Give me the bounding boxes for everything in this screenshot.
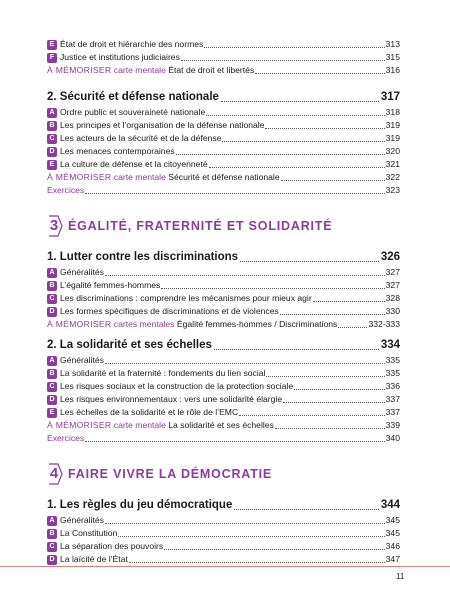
toc-entry[interactable] (47, 406, 400, 419)
toc-entry-title: Ordre public et souveraineté nationale (60, 107, 206, 117)
toc-entry-title: Justice et institutions judiciaires (60, 52, 180, 62)
dotted-leader (265, 128, 384, 129)
toc-entry-title (47, 318, 337, 331)
dotted-leader (234, 509, 378, 510)
toc-entry-title: Les risques environnementaux : vers une solidarité élargie (60, 394, 283, 404)
toc-entry[interactable] (47, 514, 400, 527)
toc-entry-title (47, 171, 280, 184)
dotted-leader (255, 73, 384, 74)
toc-entry-page: 328 (385, 293, 400, 303)
dotted-leader (105, 275, 385, 276)
toc-entry-title: La laïcité de l’État (60, 554, 128, 564)
memo-label: À MÉMORISER (47, 65, 112, 75)
dotted-leader (105, 363, 385, 364)
toc-entry[interactable] (47, 38, 400, 51)
toc-entry-title: Les discriminations : comprendre les mécanismes pour mieux agir (60, 293, 312, 303)
toc-entry-title: Les échelles de la solidarité et le rôle de l’EMC (60, 407, 239, 417)
item-letter-badge: F (47, 53, 57, 63)
toc-entry[interactable] (47, 380, 400, 393)
toc-entry-page: 335 (385, 368, 400, 378)
section-page: 334 (380, 339, 400, 351)
section-heading[interactable] (47, 497, 400, 514)
chapter-heading[interactable] (47, 215, 400, 237)
dotted-leader (280, 314, 385, 315)
item-letter-badge: B (47, 369, 57, 379)
toc-entry-title: État de droit et hiérarchie des normes (60, 39, 204, 49)
item-letter-badge: E (47, 160, 57, 170)
item-letter-badge: D (47, 555, 57, 565)
toc-entry-title (47, 419, 274, 432)
dotted-leader (266, 376, 384, 377)
item-letter-badge: A (47, 268, 57, 278)
toc-entry-page: 337 (385, 407, 400, 417)
memo-label: À MÉMORISER (47, 319, 112, 329)
toc-entry-title: Exercices (47, 185, 85, 195)
item-letter-badge: B (47, 281, 57, 291)
item-letter-badge: E (47, 40, 57, 50)
toc-entry-title: La solidarité et la fraternité : fondements du lien social (60, 368, 266, 378)
section-heading[interactable] (47, 89, 400, 106)
toc-entry[interactable] (47, 266, 400, 279)
dotted-leader (161, 288, 384, 289)
dotted-leader (294, 389, 385, 390)
table-of-contents (47, 38, 400, 566)
dotted-leader (240, 261, 379, 262)
toc-entry-memo[interactable] (47, 419, 400, 432)
item-letter-badge: E (47, 408, 57, 418)
toc-entry-page: 332-333 (368, 319, 400, 329)
toc-entry-page: 318 (385, 107, 400, 117)
footer-page-number: 11 (396, 572, 405, 581)
toc-entry-exercises[interactable] (47, 184, 400, 197)
dotted-leader (105, 523, 385, 524)
dotted-leader (281, 180, 385, 181)
toc-entry-title: Les principes et l’organisation de la défense nationale (60, 120, 265, 130)
chapter-number-badge (47, 463, 64, 485)
dotted-leader (313, 301, 385, 302)
section-heading[interactable] (47, 337, 400, 354)
toc-entry[interactable] (47, 527, 400, 540)
item-letter-badge: B (47, 121, 57, 131)
toc-entry[interactable] (47, 553, 400, 566)
toc-entry-page: 321 (385, 159, 400, 169)
item-letter-badge: C (47, 294, 57, 304)
dotted-leader (209, 167, 385, 168)
dotted-leader (181, 60, 385, 61)
toc-entry-title: L’égalité femmes-hommes (60, 280, 161, 290)
dotted-leader (221, 101, 379, 102)
toc-entry-title: La Constitution (60, 528, 118, 538)
dotted-leader (118, 536, 384, 537)
memo-subject: État de droit et libertés (165, 65, 255, 75)
toc-entry-title: Généralités (60, 267, 104, 277)
memo-subject: La solidarité et ses échelles (165, 420, 274, 430)
toc-entry-page: 327 (385, 280, 400, 290)
toc-entry[interactable] (47, 51, 400, 64)
toc-entry-page: 320 (385, 146, 400, 156)
toc-entry-page: 315 (385, 52, 400, 62)
toc-entry-page: 345 (385, 515, 400, 525)
memo-subject: Sécurité et défense nationale (165, 172, 280, 182)
toc-entry[interactable] (47, 354, 400, 367)
toc-entry-page: 339 (385, 420, 400, 430)
toc-entry-page: 347 (385, 554, 400, 564)
toc-entry[interactable] (47, 119, 400, 132)
memo-type: carte mentale (111, 172, 166, 182)
toc-entry-page: 346 (385, 541, 400, 551)
dotted-leader (85, 193, 384, 194)
toc-entry[interactable] (47, 393, 400, 406)
toc-entry[interactable] (47, 367, 400, 380)
toc-entry-title: Généralités (60, 515, 104, 525)
dotted-leader (206, 115, 384, 116)
section-title: 1. Lutter contre les discriminations (47, 251, 239, 263)
toc-entry[interactable] (47, 145, 400, 158)
item-letter-badge: D (47, 395, 57, 405)
dotted-leader (164, 549, 384, 550)
dotted-leader (214, 349, 379, 350)
toc-entry[interactable] (47, 305, 400, 318)
toc-entry-page: 313 (385, 39, 400, 49)
toc-entry[interactable] (47, 292, 400, 305)
toc-entry-page: 327 (385, 267, 400, 277)
dotted-leader (176, 154, 385, 155)
dotted-leader (338, 327, 367, 328)
toc-entry-page: 340 (385, 433, 400, 443)
item-letter-badge: A (47, 356, 57, 366)
chapter-title: ÉGALITÉ, FRATERNITÉ ET SOLIDARITÉ (68, 219, 333, 233)
item-letter-badge: D (47, 307, 57, 317)
toc-entry-title: Les acteurs de la sécurité et de la défense (60, 133, 222, 143)
toc-entry-page: 337 (385, 394, 400, 404)
toc-entry-title: Les menaces contemporaines (60, 146, 175, 156)
toc-entry-title: Exercices (47, 433, 85, 443)
toc-entry-title: Les formes spécifiques de discriminations et de violences (60, 306, 279, 316)
memo-type: carte mentale (111, 420, 166, 430)
section-page: 344 (380, 499, 400, 511)
dotted-leader (239, 415, 384, 416)
toc-entry-title: La culture de défense et la citoyenneté (60, 159, 208, 169)
item-letter-badge: C (47, 542, 57, 552)
toc-entry-page: 319 (385, 133, 400, 143)
toc-entry[interactable] (47, 158, 400, 171)
chapter-title: FAIRE VIVRE LA DÉMOCRATIE (68, 467, 273, 481)
memo-subject: Égalité femmes-hommes / Discriminations (174, 319, 338, 329)
item-letter-badge: C (47, 382, 57, 392)
toc-entry[interactable] (47, 279, 400, 292)
toc-entry-page: 330 (385, 306, 400, 316)
toc-entry-page: 316 (385, 65, 400, 75)
chapter-number: 4 (49, 465, 59, 482)
toc-entry[interactable] (47, 132, 400, 145)
section-title: 2. Sécurité et défense nationale (47, 91, 219, 103)
toc-entry-page: 336 (385, 381, 400, 391)
section-page: 317 (380, 91, 400, 103)
dotted-leader (85, 441, 384, 442)
item-letter-badge: A (47, 516, 57, 526)
dotted-leader (204, 47, 384, 48)
toc-entry-page: 345 (385, 528, 400, 538)
toc-entry[interactable] (47, 106, 400, 119)
toc-entry-exercises[interactable] (47, 432, 400, 445)
item-letter-badge: A (47, 108, 57, 118)
memo-label: À MÉMORISER (47, 172, 112, 182)
toc-entry-page: 322 (385, 172, 400, 182)
chapter-heading[interactable] (47, 463, 400, 485)
memo-type: cartes mentales (111, 319, 175, 329)
chapter-number: 3 (49, 217, 59, 234)
toc-entry-memo[interactable] (47, 318, 400, 331)
item-letter-badge: B (47, 529, 57, 539)
toc-entry-title: Généralités (60, 355, 104, 365)
dotted-leader (283, 402, 385, 403)
toc-entry-memo[interactable] (47, 171, 400, 184)
item-letter-badge: D (47, 147, 57, 157)
section-title: 1. Les règles du jeu démocratique (47, 499, 233, 511)
memo-type: carte mentale (111, 65, 166, 75)
dotted-leader (275, 428, 385, 429)
section-title: 2. La solidarité et ses échelles (47, 339, 212, 351)
item-letter-badge: C (47, 134, 57, 144)
toc-entry-page: 323 (385, 185, 400, 195)
toc-entry[interactable] (47, 540, 400, 553)
section-page: 326 (380, 251, 400, 263)
toc-entry-memo[interactable] (47, 64, 400, 77)
dotted-leader (222, 141, 384, 142)
toc-entry-title: Les risques sociaux et la construction de la protection sociale (60, 381, 294, 391)
toc-entry-title: La séparation des pouvoirs (60, 541, 164, 551)
footer-divider (0, 566, 450, 567)
toc-entry-page: 319 (385, 120, 400, 130)
memo-label: À MÉMORISER (47, 420, 112, 430)
toc-entry-page: 335 (385, 355, 400, 365)
section-heading[interactable] (47, 249, 400, 266)
toc-entry-title (47, 64, 254, 77)
dotted-leader (129, 562, 385, 563)
chapter-number-badge (47, 215, 64, 237)
